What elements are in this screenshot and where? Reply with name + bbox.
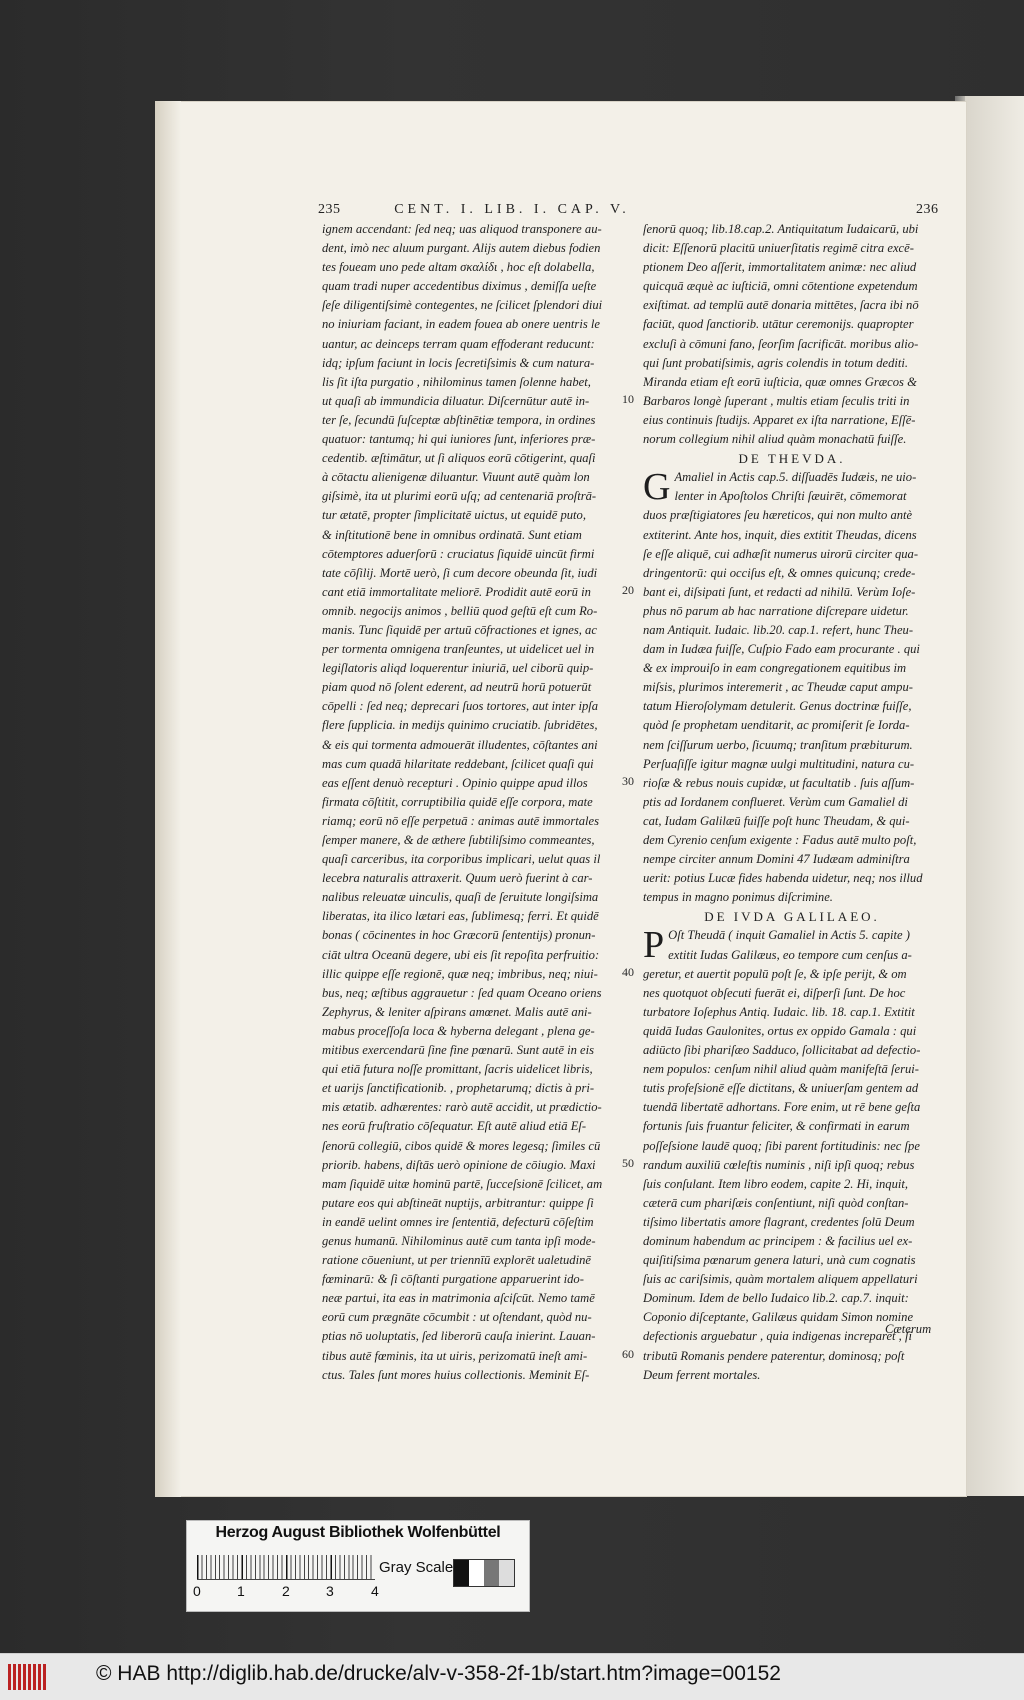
text-line: lis ſit iſta purgatio , nihilominus tamen ſolenne habet, — [322, 374, 591, 389]
next-page — [965, 96, 1024, 1496]
text-line: bus, neq; æſtibus aggrauetur : ſed quam Oceano oriens — [322, 985, 602, 1000]
text-line: liberatas, ita ilico lætari eas, ſublimesq; ferri. Et quidē — [322, 909, 599, 924]
text-line: genus humanū. Nihilominus autē cum tanta ipſi mode- — [322, 1233, 596, 1248]
text-line: eas eſſent denuò recepturi . Opinio quippe apud illos — [322, 775, 588, 790]
section-heading-iuda: DE IVDA GALILAEO. — [704, 909, 880, 925]
text-line: ſenorū collegiū, cibos quidē & mores legesq; ſimiles cū — [322, 1138, 601, 1153]
text-line: quaſi carceribus, ita corporibus implicari, uelut quas il — [322, 852, 601, 867]
text-line: Coponio diſceptante, Galilæus quidam Simon nomine — [643, 1310, 914, 1325]
text-line: dent, imò nec aluum purgant. Alijs autem diebus fodien — [322, 241, 601, 256]
margin-line-number: 40 — [622, 964, 634, 979]
text-line: lecebra naturalis attraxerit. Quum uerò fuerint à car- — [322, 871, 593, 886]
text-line: norum collegium nihil aliud quàm monachatū fuiſſe. — [643, 432, 907, 447]
text-line: ut quaſi ab immundicia diluatur. Diſcernūtur autē in- — [322, 393, 590, 408]
text-line: & ex improuiſo in eam congregationem equitibus im — [643, 661, 907, 676]
text-line: omnib. negocijs animos , belliū quod geſtū eſt cum Ro- — [322, 603, 598, 618]
text-line: cōpelli : ſed neq; deprecari ſuos tortores, aut inter ipſa — [322, 699, 599, 714]
text-line: piam quod nō ſolent ederent, ad neutrū horū potuerūt — [322, 680, 592, 695]
text-line: nes eorū fruſtratio cōſequatur. Eſt autē aliud etiā Eſ- — [322, 1119, 587, 1134]
drop-cap-initial: G — [643, 466, 671, 509]
text-line: Miranda etiam eſt eorū iuſticia, quæ omnes Græcos & — [643, 374, 917, 389]
swatch-black — [454, 1560, 469, 1586]
margin-line-number: 10 — [622, 391, 634, 406]
ruler-tick-label: 1 — [237, 1583, 245, 1599]
text-line: no iniuriam faciant, in eadem fouea ab onere uentris le — [322, 317, 600, 332]
text-line: Deum ferrent mortales. — [643, 1367, 761, 1382]
text-line: ciāt ultra Oceanū degere, ubi eis ſit repoſita perfruitio: — [322, 947, 600, 962]
text-line: manis. Tunc ſiquidē per artuū cōfractiones et ignes, ac — [322, 622, 597, 637]
text-line: dem Cyrenio cenſum exigente : Fadus autē multo poſt, — [643, 833, 917, 847]
left-page-number: 235 — [318, 202, 341, 217]
text-line: tutis profeſsionē eſſe dictitans, & uniuerſam gentem ad — [643, 1081, 919, 1096]
drop-cap-initial: P — [643, 924, 665, 967]
text-line: Oſt Theudā ( inquit Gamaliel in Actis 5. capite ) — [668, 928, 910, 943]
ruler-tick-label: 4 — [371, 1583, 379, 1599]
color-ruler-card — [186, 1520, 530, 1612]
text-line: ptis ad Iordanem conflueret. Verùm cum Gamaliel di — [643, 794, 908, 809]
text-line: tempus in magno ponimus diſcrimine. — [643, 890, 833, 905]
text-line: fortunis ſuis fruantur feliciter, & confirmati in earum — [643, 1119, 910, 1134]
text-line: bant ei, diſsipati ſunt, et redacti ad nihilū. Verùm Ioſe- — [643, 584, 916, 599]
margin-line-number: 60 — [622, 1346, 634, 1361]
text-line: ratione cōueniunt, ut per triennīū explorēt ualetudinē — [322, 1253, 591, 1268]
text-line: tributū Romanis pendere paterentur, dominosq; poſt — [643, 1348, 905, 1363]
text-line: adiūcto ſibi phariſæo Sadduco, ſollicitabat ad defectio- — [643, 1043, 921, 1058]
text-line: neæ partui, ita eas in matrimonia aſciſcūt. Nemo tamē — [322, 1291, 595, 1306]
text-line: cōtemptores aduerſorū : cruciatus ſiquidē uincūt firmi — [322, 546, 595, 561]
text-line: nes quotquot obſecuti fuerāt ei, diſperſi ſunt. De hoc — [643, 985, 906, 1000]
text-line: tiſsimo libertatis amore flagrant, credentes ſolū Deum — [643, 1214, 915, 1229]
swatch-mid-gray — [484, 1560, 499, 1586]
text-line: nalibus releuatæ uinculis, quaſi de ſeruitute longiſsima — [322, 890, 599, 905]
text-line: riamq; eorū nō eſſe perpetuā : animas autē immortales — [322, 813, 600, 828]
text-line: tes foueam uno pede altam σκαλίδι , hoc eſt dolabella, — [322, 260, 595, 275]
text-line: priorib. habens, diſtās uerò opinione de cōiugio. Maxi — [322, 1157, 596, 1172]
text-line: ctus. Tales ſunt mores huius collectionis. Meminit Eſ- — [322, 1367, 590, 1382]
text-line: qui etiā futura noſſe promittant, ſacris uidelicet libris, — [322, 1062, 593, 1077]
text-line: ſenorū quoq; lib.18.cap.2. Antiquitatum Iudaicarū, ubi — [643, 222, 919, 236]
section-heading-theuda: DE THEVDA. — [738, 451, 846, 467]
text-line: tate cōſilij. Mortē uerò, ſi cum decore obeunda ſit, iudi — [322, 565, 598, 580]
text-line: ſe eſſe aliquē, cui adhæſit numerus uirorū circiter qua- — [643, 546, 919, 561]
text-line: quatuor: tantumq; hi qui iuniores ſunt, inferiores præ- — [322, 432, 596, 447]
ruler-tick-label: 2 — [282, 1583, 290, 1599]
text-line: Amaliel in Actis cap.5. diſſuadēs Iudæis, ne uio- — [674, 470, 917, 485]
text-line: defectionis arguebatur , quia indigenas increparet , ſi — [643, 1329, 912, 1344]
text-line: Zephyrus, & leniter aſpirans amœnet. Malis autē ani- — [322, 1004, 592, 1019]
text-line: putare eos qui abſtineāt nuptijs, arbitrantur: quippe ſi — [322, 1195, 594, 1210]
text-line: per tormenta omnigena tranſeuntes, ut uidelicet uel in — [322, 642, 595, 657]
text-line: Barbaros longè ſuperant , multis etiam ſeculis triti in — [643, 393, 910, 408]
text-line: tatum Hieroſolymam detulerit. Genus doctrinæ fuiſſe, — [643, 699, 912, 714]
margin-line-number: 20 — [622, 582, 634, 597]
text-line: mitibus exercendarū ſine fine pœnarū. Sunt autē in eis — [322, 1043, 595, 1058]
text-line: idq; ipſum faciunt in locis ſecretiſsimis & cum natura- — [322, 355, 595, 370]
text-line: giſsimè, ita ut plurimi eorū uſq; ad centenariā proſtrā- — [322, 489, 597, 504]
text-line: exiſtimat. ad templū autē donaria mittētes, ſacra ibi nō — [643, 298, 919, 313]
text-line: & inſtitutionē bene in omnibus ordinatā. Sunt etiam — [322, 527, 582, 542]
left-text-column — [322, 220, 620, 1385]
essenes-continuation — [643, 220, 941, 449]
running-head: CENT. I. LIB. I. CAP. V. — [394, 202, 630, 217]
text-line: bonas ( cōcinentes in hoc Græcorū ſententijs) pronun- — [322, 928, 596, 943]
text-line: mas cum quadā hilaritate reddebant, ſcilicet quaſi qui — [322, 756, 594, 771]
text-line: mis ætatib. adhærentes: rarò autē accidit, ut prædictio- — [322, 1100, 602, 1115]
text-line: & eis qui tormenta admouerāt illudentes, cōſtantes ani — [322, 737, 598, 752]
text-line: Dominum. Idem de bello Iudaico lib.2. cap.7. inquit: — [643, 1291, 909, 1306]
hab-logo-icon — [8, 1664, 48, 1690]
text-line: cedentib. æſtimātur, ut ſi aliquos eorū cōtigerint, quaſi — [322, 451, 596, 466]
text-line: nam Antiquit. Iudaic. lib.20. cap.1. refert, hunc Theu- — [643, 622, 914, 637]
iuda-paragraph — [643, 926, 941, 1384]
text-line: illic quippe eſſe regionē, quæ neq; imbribus, neq; niui- — [322, 966, 598, 981]
gray-scale-swatch — [453, 1559, 515, 1587]
text-line: duos præſtigiatores ſeu hæreticos, qui non multo antè — [643, 508, 913, 523]
text-line: turbatore Ioſephus Antiq. Iudaic. lib. 18. cap.1. Extitit — [643, 1004, 915, 1019]
text-line: cæterā cum phariſæis conſentiunt, niſi quòd conſtan- — [643, 1195, 909, 1210]
text-line: dam in Iudæa fuiſſe, Cuſpio Fado eam procurante . qui — [643, 642, 920, 657]
text-line: eorū cum prægnāte cōcumbit : ut oſtendant, quòd nu- — [322, 1310, 592, 1325]
margin-line-number: 30 — [622, 773, 634, 788]
text-line: nem populos: cenſum nihil aliud quàm manifeſtā ſerui- — [643, 1062, 919, 1077]
text-line: extiterint. Ante hos, inquit, dies extitit Theudas, dicens — [643, 527, 917, 542]
text-line: Perſuaſiſſe igitur magnæ uulgi multitudini, natura cu- — [643, 756, 915, 771]
text-line: mam ſiquidē uitæ hominū partē, ſucceſsionē ſcilicet, am — [322, 1176, 603, 1191]
text-line: ſeſe diligentiſsimè contegentes, ne ſcilicet ſplendori diui — [322, 298, 603, 313]
text-line: faciūt, quod ſanctiorib. utātur ceremonijs. quapropter — [643, 317, 914, 332]
text-line: uerit: potius Lucæ fides habenda uidetur, neq; nos illud — [643, 871, 923, 886]
text-line: nempe circiter annum Domini 47 Iudæam adminiſtra — [643, 852, 910, 867]
text-line: ter ſe, ſecundū ſuſceptæ abſtinētiæ tempora, in ordines — [322, 412, 596, 427]
text-line: fœminarū: & ſi cōſtanti purgatione apparuerint ido- — [322, 1272, 584, 1287]
right-page-number: 236 — [916, 202, 939, 217]
ruler-title: Herzog August Bibliothek Wolfenbüttel — [215, 1524, 501, 1541]
text-line: uantur, ac deinceps terram quam effoderant reducunt: — [322, 336, 595, 351]
footer-url-text[interactable]: © HAB http://diglib.hab.de/drucke/alv-v-358-2f-1b/start.htm?image=00152 — [96, 1662, 781, 1685]
text-line: phus nō parum ab hac narratione diſcrepare uidetur. — [643, 603, 909, 618]
text-line: qui ſunt probatiſsimis, agris colendis in totum dediti. — [643, 355, 909, 370]
text-line: dominum habendum ac principem : & facilius uel ex- — [643, 1233, 913, 1248]
text-line: tur ætatē, propter ſimplicitatē uictus, ut equidē puto, — [322, 508, 586, 523]
swatch-light-gray — [499, 1560, 514, 1586]
text-line: geretur, et auertit populū poſt ſe, & ipſe perijt, & om — [643, 966, 907, 981]
text-line: flere ſupplicia. in medijs quinimo cruciatib. ſubridētes, — [322, 718, 598, 733]
ruler-tick-label: 0 — [193, 1583, 201, 1599]
right-text-column — [643, 220, 941, 1385]
catchword: Cæterum — [885, 1322, 932, 1336]
text-line: quicquā æquè ac iuſticiā, omni cōtentione expetendum — [643, 279, 918, 294]
text-line: quiſitiſsima pœnarum genera laturi, unà cum cognatis — [643, 1253, 916, 1268]
text-line: lenter in Apoſtolos Chriſti ſæuirēt, cōmemorat — [674, 489, 907, 504]
text-line: mabus proceſſoſa loca & hyberna delegant , plena ge- — [322, 1023, 595, 1038]
text-line: ptias nō uoluptatis, ſed liberorū cauſa inierint. Lauan- — [322, 1329, 596, 1344]
text-line: ſuis ac cariſsimis, quàm mortalem aliquem appellaturi — [643, 1272, 918, 1287]
margin-line-number: 50 — [622, 1155, 634, 1170]
ruler-tick-label: 3 — [326, 1583, 334, 1599]
text-line: in eandē uelint omnes ire ſententiā, defecturū cōſeſtim — [322, 1214, 594, 1229]
page-spine-shadow — [155, 101, 181, 1497]
text-line: randum auxiliū cœleſtis numinis , niſi ipſi quoq; rebus — [643, 1157, 915, 1172]
text-line: firmata cōſtitit, corruptibilia quidē eſſe corpora, mate — [322, 794, 593, 809]
text-line: ſemper manere, & de æthere ſubtiliſsimo commeantes, — [322, 833, 595, 847]
text-line: legiſlatoris aliqd loquerentur iniuriā, uel ciborū quip- — [322, 661, 594, 676]
text-line: excluſi à cōmuni fano, ſeorſim ſacrificāt. moribus alio- — [643, 336, 919, 351]
gray-scale-label: Gray Scale — [379, 1559, 454, 1576]
cm-ruler-major-ticks — [197, 1555, 375, 1579]
text-line: ſuis conſulant. Item libro eodem, capite 2. Hi, inquit, — [643, 1176, 909, 1191]
text-line: poſſeſsione laudē quoq; ſibi parent fortitudinis: nec ſpe — [643, 1138, 920, 1153]
text-line: tuendā libertatē adhortans. Fore enim, ut rē bene geſta — [643, 1100, 921, 1115]
text-line: rioſæ & rebus nouis cupidæ, ut facultatib . ſuis aſſum- — [643, 775, 915, 790]
text-line: tibus autē fœminis, ita ut uiris, perizomatū ineſt ami- — [322, 1348, 588, 1363]
text-line: eius continuis ſtudijs. Apparet ex iſta narratione, Eſſē- — [643, 412, 916, 427]
text-line: cat, Iudam Galilæū fuiſſe poſt hunc Theudam, & qui- — [643, 813, 910, 828]
footer-bar — [0, 1653, 1024, 1700]
text-line: nem ſciſſurum uerbo, ſicuumq; tranſitum præbiturum. — [643, 737, 913, 752]
text-line: miſsis, plurimos interemerit , ac Theudæ caput ampu- — [643, 680, 913, 695]
text-line: ignem accendant: ſed neq; uas aliquod transponere au- — [322, 222, 602, 236]
swatch-white — [469, 1560, 484, 1586]
text-line: ptionem Deo aſſerit, immortalitatem animæ: nec aliud — [643, 260, 917, 275]
text-line: quam tradi nuper accedentibus diximus , demiſſa ueſte — [322, 279, 597, 294]
text-line: à cōtactu alienigenæ diluantur. Viuunt autē quàm lon — [322, 470, 590, 485]
text-line: et uarijs ſanctificationib. , prophetarumq; dictis à pri- — [322, 1081, 595, 1096]
text-line: dringentorū: qui occiſus eſt, & omnes quicunq; crede- — [643, 565, 916, 580]
text-line: dicit: Eſſenorū placitū uniuerſitatis regimē citra excē- — [643, 241, 914, 256]
text-line: cant etiā immortalitate meliorē. Prodidit autē eorū in — [322, 584, 591, 599]
text-line: extitit Iudas Galilæus, eo tempore cum cenſus a- — [668, 947, 912, 962]
text-line: quidā Iudas Gaulonites, ortus ex oppido Gamala : qui — [643, 1023, 917, 1038]
text-line: quòd ſe prophetam uenditarit, ac promiſerit ſe Iorda- — [643, 718, 910, 733]
theuda-paragraph — [643, 468, 941, 907]
